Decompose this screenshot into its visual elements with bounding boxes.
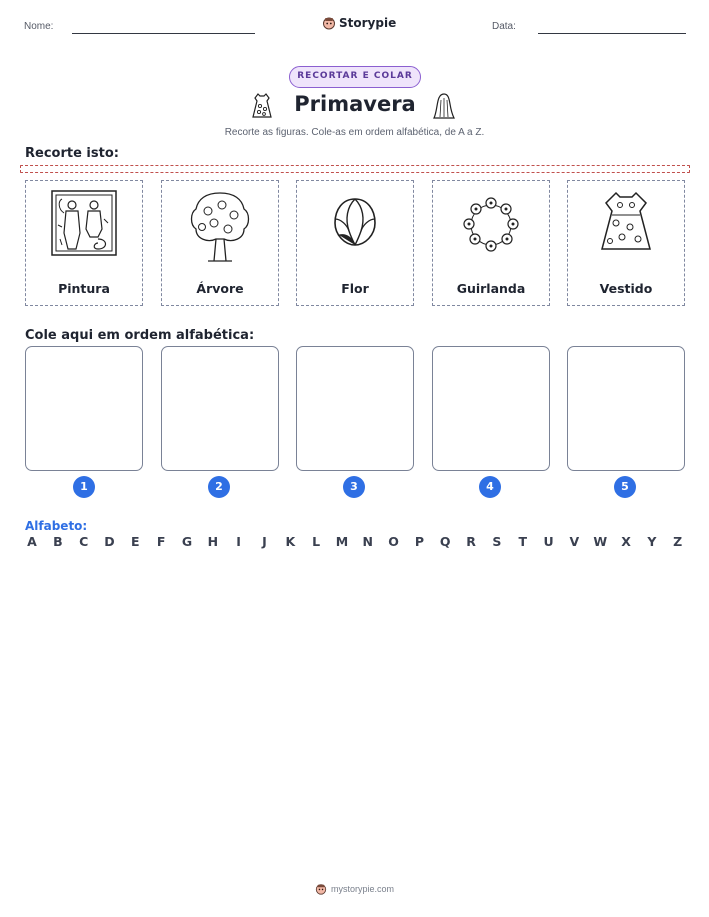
alphabet-letter: O	[388, 534, 399, 549]
date-label: Data:	[492, 21, 516, 32]
alphabet-letter: N	[362, 534, 373, 549]
activity-tag: RECORTAR E COLAR	[289, 66, 421, 88]
brand-name: Storypie	[339, 16, 397, 30]
alphabet-letter: K	[285, 534, 296, 549]
worksheet-header	[0, 14, 709, 42]
cut-section-label: Recorte isto:	[25, 146, 119, 161]
cut-card-tree[interactable]	[161, 180, 279, 306]
cut-card-dress[interactable]	[567, 180, 685, 306]
alphabet-letter: R	[466, 534, 476, 549]
paste-section-label: Cole aqui em ordem alfabética:	[25, 328, 255, 343]
instructions: Recorte as figuras. Cole-as em ordem alfabética, de A a Z.	[224, 127, 485, 138]
cut-card-label: Flor	[341, 281, 369, 296]
number-badge: 1	[73, 476, 95, 498]
number-badge: 3	[343, 476, 365, 498]
cut-card-label: Pintura	[58, 281, 110, 296]
alphabet-letter: B	[53, 534, 63, 549]
wreath-icon	[457, 189, 525, 257]
cut-card-label: Árvore	[196, 281, 244, 296]
alphabet-letter: I	[236, 534, 241, 549]
paste-box[interactable]	[161, 346, 279, 471]
alphabet-letter: D	[104, 534, 115, 549]
alphabet-letter: V	[569, 534, 580, 549]
footer-url[interactable]: mystorypie.com	[330, 884, 394, 894]
paste-box[interactable]	[296, 346, 414, 471]
alphabet-row	[25, 534, 685, 550]
storypie-mascot-icon	[315, 883, 327, 895]
alphabet-letter: F	[156, 534, 166, 549]
alphabet-letter: S	[492, 534, 502, 549]
paste-box[interactable]	[432, 346, 550, 471]
page-title: Primavera	[294, 92, 416, 116]
alphabet-letter: Z	[673, 534, 683, 549]
alphabet-letter: E	[131, 534, 140, 549]
dress-icon	[250, 92, 274, 120]
cut-line	[20, 165, 690, 173]
name-label: Nome:	[24, 21, 54, 32]
number-badge: 5	[614, 476, 636, 498]
alphabet-letter: A	[27, 534, 37, 549]
alphabet-letter: H	[207, 534, 219, 549]
alphabet-letter: U	[543, 534, 554, 549]
alphabet-letter: Y	[647, 534, 657, 549]
alphabet-letter: C	[79, 534, 89, 549]
flower-icon	[321, 189, 389, 257]
cut-card-painting[interactable]	[25, 180, 143, 306]
date-field-line[interactable]	[538, 33, 686, 34]
number-badge: 4	[479, 476, 501, 498]
storypie-mascot-icon	[322, 16, 336, 30]
brand-logo	[322, 14, 396, 32]
name-field-line[interactable]	[72, 33, 255, 34]
alphabet-letter: G	[181, 534, 193, 549]
alphabet-label: Alfabeto:	[25, 519, 88, 533]
cut-card-flower[interactable]	[296, 180, 414, 306]
alphabet-letter: Q	[439, 534, 451, 549]
cut-card-label: Guirlanda	[456, 281, 526, 296]
tree-icon	[186, 189, 254, 265]
alphabet-letter: W	[593, 534, 608, 549]
title-row	[0, 92, 709, 122]
alphabet-letter: L	[312, 534, 321, 549]
cut-card-label: Vestido	[599, 281, 653, 296]
paste-box[interactable]	[25, 346, 143, 471]
veil-icon	[432, 92, 456, 120]
alphabet-letter: J	[262, 534, 267, 549]
alphabet-letter: X	[621, 534, 631, 549]
alphabet-letter: P	[414, 534, 424, 549]
number-badge: 2	[208, 476, 230, 498]
alphabet-letter: M	[335, 534, 349, 549]
alphabet-letter: T	[518, 534, 527, 549]
cut-card-wreath[interactable]	[432, 180, 550, 306]
painting-icon	[50, 189, 118, 257]
dress-icon	[592, 189, 660, 257]
footer	[0, 881, 709, 897]
paste-box[interactable]	[567, 346, 685, 471]
